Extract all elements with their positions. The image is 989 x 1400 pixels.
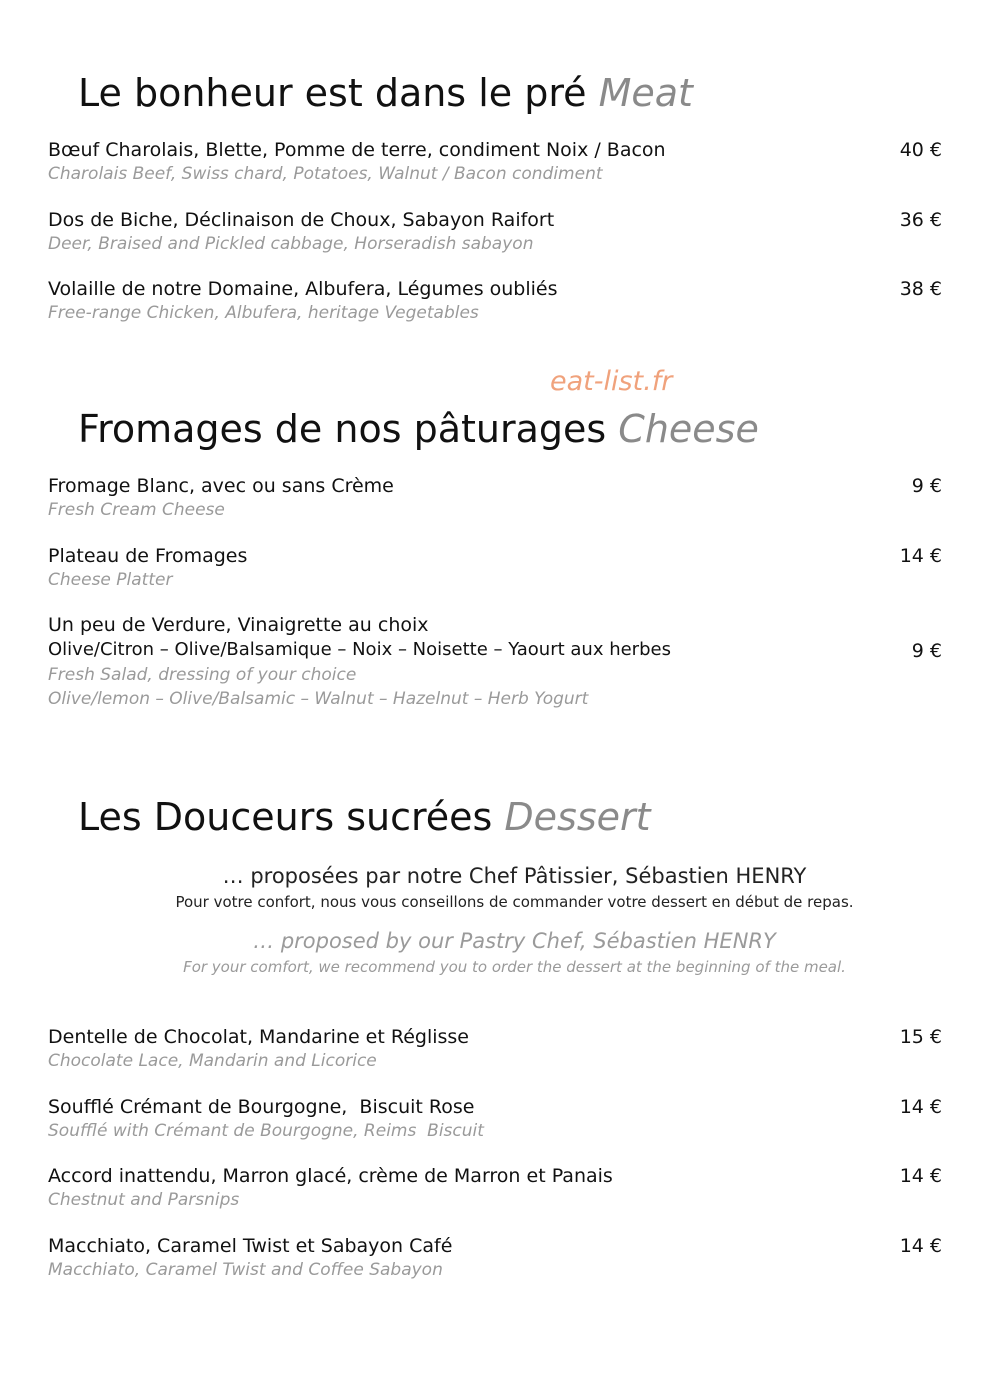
item-name-en: Charolais Beef, Swiss chard, Potatoes, Walnut / Bacon condiment xyxy=(48,164,603,184)
heading-fr: Le bonheur est dans le pré xyxy=(78,71,587,115)
item-name-en: Fresh Salad, dressing of your choice xyxy=(48,665,357,685)
heading-fr: Les Douceurs sucrées xyxy=(78,795,493,839)
menu-item xyxy=(48,544,942,592)
menu-item xyxy=(48,1025,942,1073)
item-name-fr: Fromage Blanc, avec ou sans Crème xyxy=(48,475,394,497)
item-name-fr: Accord inattendu, Marron glacé, crème de Marron et Panais xyxy=(48,1165,613,1187)
item-name-fr: Volaille de notre Domaine, Albufera, Légumes oubliés xyxy=(48,278,558,300)
item-name-fr: Macchiato, Caramel Twist et Sabayon Café xyxy=(48,1235,453,1257)
dessert-note-fr: Pour votre confort, nous vous conseillons de commander votre dessert en début de repas. xyxy=(175,893,854,911)
dessert-note-en: For your comfort, we recommend you to order the dessert at the beginning of the meal. xyxy=(183,958,846,976)
item-name-fr: Plateau de Fromages xyxy=(48,545,248,567)
heading-en: Dessert xyxy=(504,795,651,839)
menu-item xyxy=(48,1095,942,1143)
menu-item xyxy=(48,208,942,256)
item-name-en: Deer, Braised and Pickled cabbage, Horseradish sabayon xyxy=(48,234,534,254)
menu-item xyxy=(48,138,942,186)
item-price: 9 € xyxy=(911,475,942,497)
menu-item xyxy=(48,277,942,325)
item-name-fr: Bœuf Charolais, Blette, Pomme de terre, condiment Noix / Bacon xyxy=(48,139,666,161)
menu-item xyxy=(48,474,942,522)
item-price: 36 € xyxy=(899,209,942,231)
menu-item xyxy=(48,613,942,711)
item-price: 14 € xyxy=(899,545,942,567)
item-price: 14 € xyxy=(899,1165,942,1187)
item-dressing-options-fr: Olive/Citron – Olive/Balsamique – Noix – Noisette – Yaourt aux herbes xyxy=(48,639,671,660)
item-name-fr: Dentelle de Chocolat, Mandarine et Réglisse xyxy=(48,1026,469,1048)
item-name-en: Chestnut and Parsnips xyxy=(48,1190,240,1210)
item-name-fr: Un peu de Verdure, Vinaigrette au choix xyxy=(48,614,429,636)
section-heading-meat xyxy=(78,70,693,116)
item-name-en: Chocolate Lace, Mandarin and Licorice xyxy=(48,1051,377,1071)
item-price: 14 € xyxy=(899,1096,942,1118)
item-price: 38 € xyxy=(899,278,942,300)
item-price: 14 € xyxy=(899,1235,942,1257)
item-price: 40 € xyxy=(899,139,942,161)
item-name-fr: Soufflé Crémant de Bourgogne, Biscuit Rose xyxy=(48,1096,475,1118)
item-name-en: Free-range Chicken, Albufera, heritage Vegetables xyxy=(48,303,479,323)
section-heading-cheese xyxy=(78,406,759,452)
item-name-en: Soufflé with Crémant de Bourgogne, Reims Biscuit xyxy=(48,1121,484,1141)
heading-en: Meat xyxy=(598,71,693,115)
heading-fr: Fromages de nos pâturages xyxy=(78,407,607,451)
heading-en: Cheese xyxy=(618,407,759,451)
watermark: eat-list.fr xyxy=(550,366,673,397)
item-price: 15 € xyxy=(899,1026,942,1048)
item-name-fr: Dos de Biche, Déclinaison de Choux, Sabayon Raifort xyxy=(48,209,555,231)
item-dressing-options-en: Olive/lemon – Olive/Balsamic – Walnut – Hazelnut – Herb Yogurt xyxy=(48,689,589,709)
item-price: 9 € xyxy=(911,640,942,662)
item-name-en: Cheese Platter xyxy=(48,570,173,590)
section-heading-dessert xyxy=(78,794,651,840)
dessert-intro-fr: … proposées par notre Chef Pâtissier, Sébastien HENRY xyxy=(222,864,807,888)
item-name-en: Fresh Cream Cheese xyxy=(48,500,225,520)
dessert-intro-en: … proposed by our Pastry Chef, Sébastien HENRY xyxy=(253,929,776,953)
item-name-en: Macchiato, Caramel Twist and Coffee Sabayon xyxy=(48,1260,443,1280)
menu-item xyxy=(48,1164,942,1212)
menu-item xyxy=(48,1234,942,1282)
